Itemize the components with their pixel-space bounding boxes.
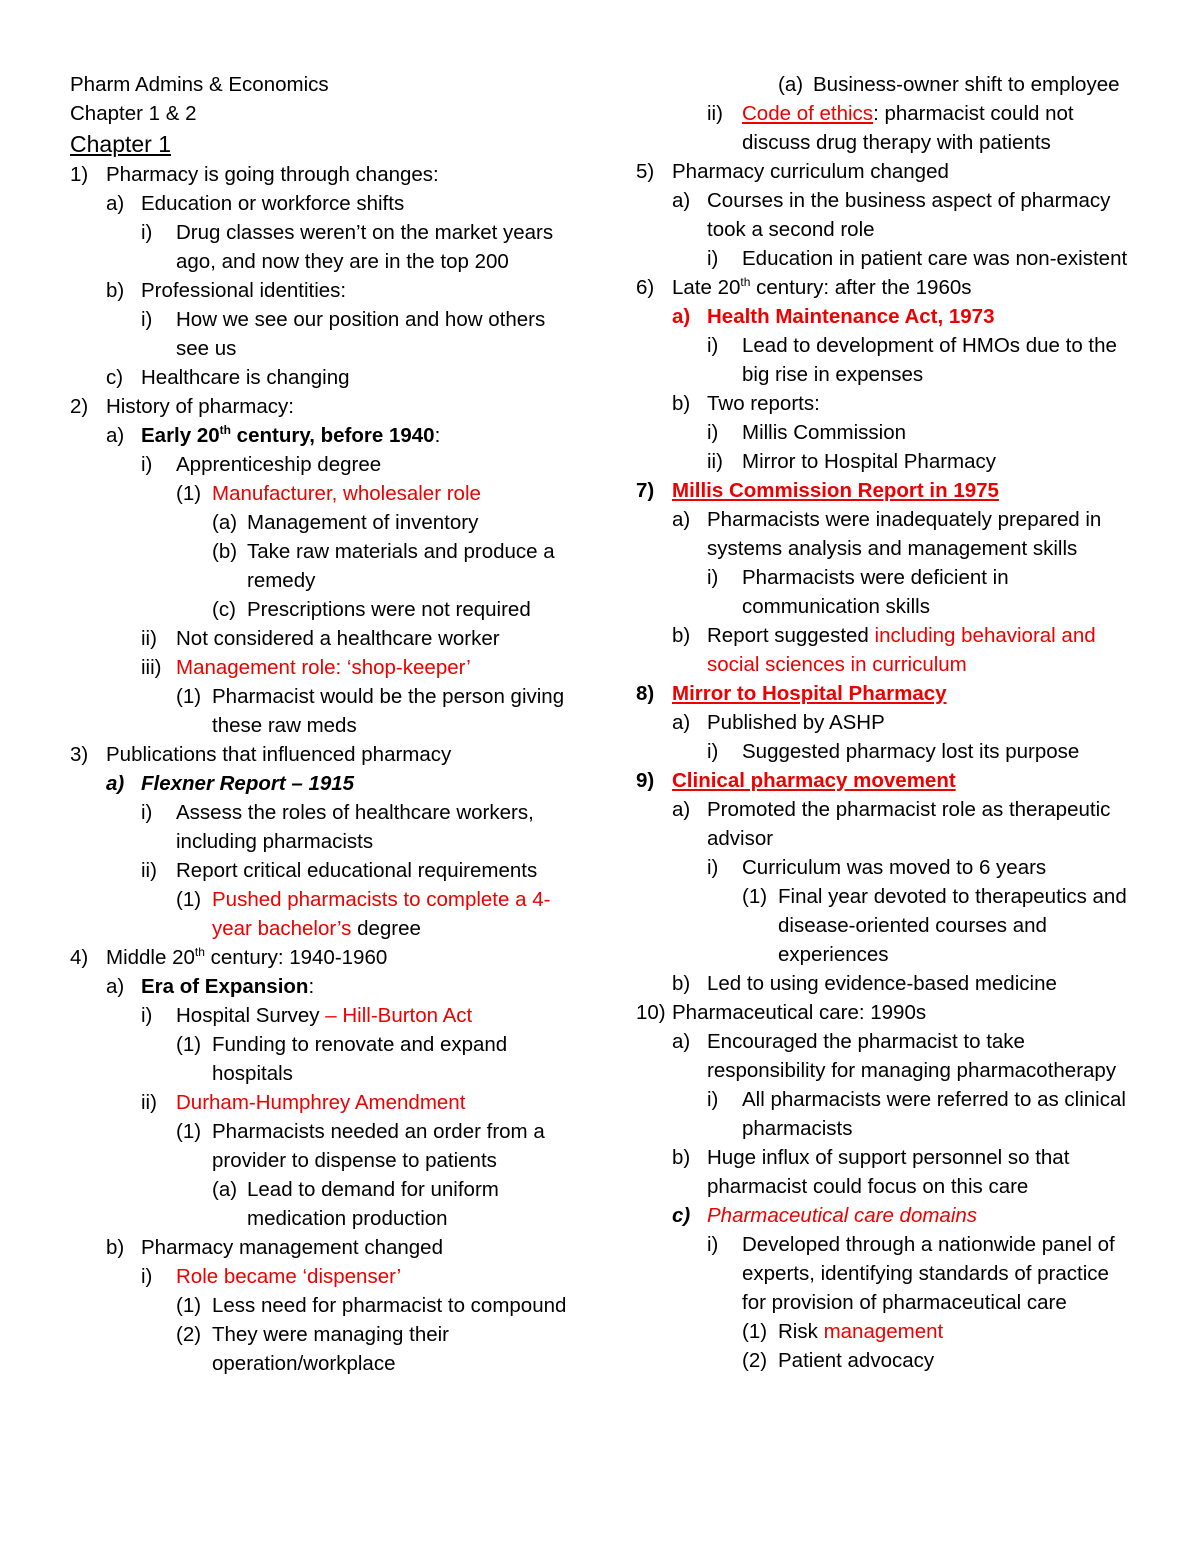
text-run: Mirror to Hospital Pharmacy (672, 682, 947, 705)
text-run: th (740, 275, 751, 290)
outline-text (176, 624, 575, 653)
left-outline-list (70, 160, 575, 1378)
outline-marker: i) (141, 1265, 153, 1288)
text-run: – Hill-Burton Act (325, 1004, 473, 1027)
outline-marker: a) (672, 798, 691, 821)
text-run: Not considered a healthcare worker (176, 627, 500, 650)
outline-marker: (a) (212, 511, 238, 534)
outline-item (636, 853, 1136, 882)
text-run: Two reports: (707, 392, 820, 415)
text-run: Lead to development of HMOs due to the big rise in expenses (742, 334, 1117, 386)
text-run: Led to using evidence-based medicine (707, 972, 1057, 995)
outline-marker: c) (106, 366, 124, 389)
outline-text (742, 853, 1136, 882)
outline-text (672, 998, 1136, 1027)
outline-marker: (1) (176, 888, 202, 911)
right-column (636, 70, 1136, 1375)
outline-marker: i) (707, 856, 719, 879)
text-run: th (219, 423, 231, 438)
outline-item (70, 363, 575, 392)
outline-marker: a) (672, 1030, 691, 1053)
outline-text (778, 1317, 1136, 1346)
text-run: Published by ASHP (707, 711, 885, 734)
outline-text (742, 1085, 1136, 1143)
outline-text (778, 1346, 1136, 1375)
outline-text (176, 798, 575, 856)
outline-text (212, 479, 575, 508)
outline-marker: 9) (636, 769, 655, 792)
outline-marker: b) (106, 1236, 125, 1259)
outline-marker: i) (141, 801, 153, 824)
text-run: Era of Expansion (141, 975, 309, 998)
text-run: Promoted the pharmacist role as therapeutic advisor (707, 798, 1111, 850)
outline-marker: 5) (636, 160, 655, 183)
outline-marker: i) (141, 221, 153, 244)
text-run: Pharmacy curriculum changed (672, 160, 949, 183)
outline-item (636, 1085, 1136, 1143)
outline-marker: (1) (742, 1320, 768, 1343)
outline-marker: ii) (707, 102, 723, 125)
outline-text (707, 1027, 1136, 1085)
text-run: History of pharmacy: (106, 395, 294, 418)
text-run: Healthcare is changing (141, 366, 350, 389)
outline-text (707, 505, 1136, 563)
text-run: Code of ethics (742, 102, 874, 125)
outline-marker: 3) (70, 743, 89, 766)
outline-marker: 4) (70, 946, 89, 969)
outline-text (707, 969, 1136, 998)
outline-item (636, 302, 1136, 331)
outline-text (141, 1233, 575, 1262)
outline-marker: ii) (141, 627, 157, 650)
outline-text (141, 972, 575, 1001)
text-run: Professional identities: (141, 279, 347, 302)
outline-item (70, 653, 575, 682)
outline-marker: 7) (636, 479, 655, 502)
outline-text (106, 392, 575, 421)
outline-marker: 6) (636, 276, 655, 299)
text-run: Risk (778, 1320, 824, 1343)
document-subtitle: Chapter 1 & 2 (70, 102, 197, 125)
text-run: Clinical pharmacy movement (672, 769, 956, 792)
text-run: century: 1940-1960 (204, 946, 388, 969)
outline-item (636, 447, 1136, 476)
outline-text (141, 769, 575, 798)
outline-item (70, 856, 575, 885)
outline-item (70, 1320, 575, 1378)
outline-item (636, 157, 1136, 186)
outline-marker: (1) (176, 1120, 202, 1143)
outline-text (707, 795, 1136, 853)
outline-marker: i) (707, 566, 719, 589)
text-run: Huge influx of support personnel so that pharmacist could focus on this care (707, 1146, 1070, 1198)
outline-text (707, 621, 1136, 679)
text-run: century: after the 1960s (750, 276, 972, 299)
text-run: Lead to demand for uniform medication production (247, 1178, 499, 1230)
text-run: Assess the roles of healthcare workers, including pharmacists (176, 801, 534, 853)
outline-text (247, 537, 575, 595)
outline-item (70, 740, 575, 769)
text-run: Report critical educational requirements (176, 859, 538, 882)
outline-item (636, 1027, 1136, 1085)
text-run: Pharmaceutical care: 1990s (672, 1001, 927, 1024)
outline-text (813, 70, 1136, 99)
outline-marker: i) (141, 453, 153, 476)
outline-item (636, 1346, 1136, 1375)
outline-text (176, 856, 575, 885)
outline-text (707, 389, 1136, 418)
outline-item (636, 505, 1136, 563)
text-run: : pharmacist could not discuss drug therapy with patients (742, 102, 1074, 154)
outline-item (70, 972, 575, 1001)
outline-item (636, 70, 1136, 99)
text-run: Health Maintenance Act, 1973 (707, 305, 995, 328)
text-run: Millis Commission (742, 421, 907, 444)
outline-marker: ii) (141, 859, 157, 882)
outline-item (70, 1262, 575, 1291)
outline-item (70, 508, 575, 537)
outline-item (636, 795, 1136, 853)
outline-text (742, 563, 1136, 621)
text-run: Drug classes weren’t on the market years ago, and now they are in the top 200 (176, 221, 554, 273)
outline-text (742, 244, 1136, 273)
outline-text (176, 1262, 575, 1291)
outline-item (636, 418, 1136, 447)
outline-text (212, 1117, 575, 1175)
document-title: Pharm Admins & Economics (70, 73, 329, 96)
outline-text (106, 160, 575, 189)
outline-item (636, 244, 1136, 273)
outline-marker: 1) (70, 163, 89, 186)
text-run: Durham-Humphrey Amendment (176, 1091, 466, 1114)
outline-text (212, 1291, 575, 1320)
outline-text (742, 447, 1136, 476)
outline-marker: b) (672, 1146, 691, 1169)
outline-marker: i) (707, 247, 719, 270)
text-run: Final year devoted to therapeutics and disease-oriented courses and experiences (778, 885, 1127, 966)
outline-marker: a) (672, 305, 691, 328)
text-run: Pharmacists were deficient in communication skills (742, 566, 1009, 618)
text-run: Education or workforce shifts (141, 192, 405, 215)
outline-text (672, 679, 1136, 708)
outline-marker: a) (106, 192, 125, 215)
outline-marker: i) (707, 421, 719, 444)
outline-text (707, 1201, 1136, 1230)
outline-marker: i) (707, 1233, 719, 1256)
text-run: Business-owner shift to employee (813, 73, 1120, 96)
outline-marker: (1) (176, 685, 202, 708)
outline-item (636, 331, 1136, 389)
text-run: Pharmacy is going through changes: (106, 163, 439, 186)
outline-text (141, 276, 575, 305)
outline-item (70, 1088, 575, 1117)
chapter-heading: Chapter 1 (70, 131, 172, 157)
outline-text (707, 1143, 1136, 1201)
outline-marker: c) (672, 1204, 691, 1227)
text-run: Management of inventory (247, 511, 479, 534)
text-run: How we see our position and how others see us (176, 308, 546, 360)
outline-text (247, 508, 575, 537)
outline-item (636, 1143, 1136, 1201)
text-run: They were managing their operation/workplace (212, 1323, 450, 1375)
text-run: Encouraged the pharmacist to take responsibility for managing pharmacotherapy (707, 1030, 1117, 1082)
outline-item (636, 1230, 1136, 1317)
outline-text (707, 186, 1136, 244)
text-run: Early 20 (141, 424, 220, 447)
outline-marker: iii) (141, 656, 162, 679)
outline-item (636, 621, 1136, 679)
outline-text (742, 99, 1136, 157)
outline-item (70, 769, 575, 798)
outline-item (70, 1291, 575, 1320)
outline-marker: (2) (742, 1349, 768, 1372)
outline-marker: (1) (176, 482, 202, 505)
text-run: Suggested pharmacy lost its purpose (742, 740, 1080, 763)
outline-text (141, 421, 575, 450)
outline-item (636, 476, 1136, 505)
text-run: th (194, 945, 205, 960)
outline-marker: (2) (176, 1323, 202, 1346)
outline-marker: (c) (212, 598, 236, 621)
text-run: management (823, 1320, 944, 1343)
outline-text (212, 1030, 575, 1088)
outline-text (106, 943, 575, 972)
outline-item (70, 189, 575, 218)
outline-item (70, 1030, 575, 1088)
outline-marker: i) (707, 334, 719, 357)
text-run: Courses in the business aspect of pharmacy took a second role (707, 189, 1111, 241)
outline-marker: (a) (778, 73, 804, 96)
left-column (70, 70, 575, 1378)
outline-item (70, 1001, 575, 1030)
outline-marker: i) (707, 1088, 719, 1111)
outline-item (70, 1117, 575, 1175)
text-run: Middle 20 (106, 946, 195, 969)
outline-item (636, 882, 1136, 969)
text-run: Publications that influenced pharmacy (106, 743, 452, 766)
text-run: Pharmacists were inadequately prepared in systems analysis and management skills (707, 508, 1102, 560)
outline-marker: i) (707, 740, 719, 763)
outline-item (70, 421, 575, 450)
outline-marker: 8) (636, 682, 655, 705)
outline-text (672, 157, 1136, 186)
outline-marker: a) (672, 508, 691, 531)
outline-item (70, 537, 575, 595)
right-outline-list (636, 70, 1136, 1375)
outline-item (70, 450, 575, 479)
outline-item (70, 595, 575, 624)
outline-marker: a) (106, 975, 125, 998)
outline-marker: a) (672, 189, 691, 212)
outline-item (636, 99, 1136, 157)
outline-text (176, 1088, 575, 1117)
outline-marker: i) (141, 1004, 153, 1027)
outline-item (636, 679, 1136, 708)
outline-marker: (a) (212, 1178, 238, 1201)
outline-marker: b) (672, 972, 691, 995)
text-run: degree (351, 917, 421, 940)
outline-item (636, 389, 1136, 418)
text-run: Prescriptions were not required (247, 598, 531, 621)
text-run: Hospital Survey (176, 1004, 326, 1027)
outline-marker: (1) (742, 885, 768, 908)
text-run: Developed through a nationwide panel of experts, identifying standards of practice for provision of pharmaceutical care (742, 1233, 1115, 1314)
text-run: Funding to renovate and expand hospitals (212, 1033, 508, 1085)
outline-text (212, 682, 575, 740)
outline-text (247, 595, 575, 624)
text-run: Pharmacists needed an order from a provider to dispense to patients (212, 1120, 545, 1172)
outline-marker: a) (106, 424, 125, 447)
outline-marker: b) (672, 392, 691, 415)
outline-item (636, 766, 1136, 795)
text-run: : (434, 424, 441, 447)
outline-item (636, 186, 1136, 244)
text-run: Less need for pharmacist to compound (212, 1294, 567, 1317)
outline-text (176, 1001, 575, 1030)
text-run: including behavioral and social sciences in curriculum (707, 624, 1096, 676)
outline-text (247, 1175, 575, 1233)
outline-item (70, 1175, 575, 1233)
outline-item (70, 392, 575, 421)
text-run: Education in patient care was non-existent (742, 247, 1128, 270)
outline-marker: ii) (707, 450, 723, 473)
outline-item (636, 1201, 1136, 1230)
outline-text (141, 363, 575, 392)
outline-text (176, 218, 575, 276)
outline-text (106, 740, 575, 769)
text-run: Mirror to Hospital Pharmacy (742, 450, 997, 473)
text-run: Pushed pharmacists to complete a 4-year bachelor’s (212, 888, 551, 940)
text-run: Report suggested (707, 624, 875, 647)
outline-text (742, 1230, 1136, 1317)
outline-marker: (b) (212, 540, 238, 563)
outline-marker: a) (672, 711, 691, 734)
outline-text (672, 476, 1136, 505)
outline-item (636, 563, 1136, 621)
text-run: : (308, 975, 315, 998)
outline-text (672, 273, 1136, 302)
outline-item (70, 682, 575, 740)
text-run: Role became ‘dispenser’ (176, 1265, 402, 1288)
outline-text (176, 653, 575, 682)
outline-item (636, 737, 1136, 766)
outline-text (672, 766, 1136, 795)
text-run: Late 20 (672, 276, 741, 299)
outline-marker: i) (141, 308, 153, 331)
outline-marker: 10) (636, 1001, 666, 1024)
outline-item (636, 969, 1136, 998)
outline-item (636, 708, 1136, 737)
outline-item (70, 218, 575, 276)
text-run: Patient advocacy (778, 1349, 935, 1372)
text-run: Apprenticeship degree (176, 453, 382, 476)
outline-item (70, 479, 575, 508)
text-run: century, before 1940 (230, 424, 435, 447)
text-run: Manufacturer, wholesaler role (212, 482, 481, 505)
outline-marker: a) (106, 772, 125, 795)
text-run: Pharmacy management changed (141, 1236, 443, 1259)
outline-item (70, 305, 575, 363)
outline-text (707, 302, 1136, 331)
outline-item (636, 998, 1136, 1027)
text-run: Take raw materials and produce a remedy (247, 540, 555, 592)
outline-marker: b) (106, 279, 125, 302)
text-run: All pharmacists were referred to as clinical pharmacists (742, 1088, 1126, 1140)
outline-item (70, 276, 575, 305)
outline-marker: ii) (141, 1091, 157, 1114)
outline-text (742, 331, 1136, 389)
outline-text (742, 737, 1136, 766)
outline-item (636, 1317, 1136, 1346)
outline-item (70, 1233, 575, 1262)
outline-text (141, 189, 575, 218)
text-run: Millis Commission Report in 1975 (672, 479, 999, 502)
outline-item (70, 885, 575, 943)
text-run: Pharmacist would be the person giving these raw meds (212, 685, 565, 737)
outline-text (212, 1320, 575, 1378)
outline-item (70, 160, 575, 189)
outline-item (70, 943, 575, 972)
outline-marker: (1) (176, 1033, 202, 1056)
text-run: Management role: ‘shop-keeper’ (176, 656, 471, 679)
outline-text (707, 708, 1136, 737)
outline-text (176, 450, 575, 479)
outline-item (70, 798, 575, 856)
text-run: Pharmaceutical care domains (707, 1204, 978, 1227)
text-run: Curriculum was moved to 6 years (742, 856, 1047, 879)
outline-marker: (1) (176, 1294, 202, 1317)
outline-item (70, 624, 575, 653)
outline-text (742, 418, 1136, 447)
outline-text (212, 885, 575, 943)
outline-marker: b) (672, 624, 691, 647)
outline-marker: 2) (70, 395, 89, 418)
outline-item (636, 273, 1136, 302)
outline-text (176, 305, 575, 363)
text-run: Flexner Report – 1915 (141, 772, 355, 795)
outline-text (778, 882, 1136, 969)
